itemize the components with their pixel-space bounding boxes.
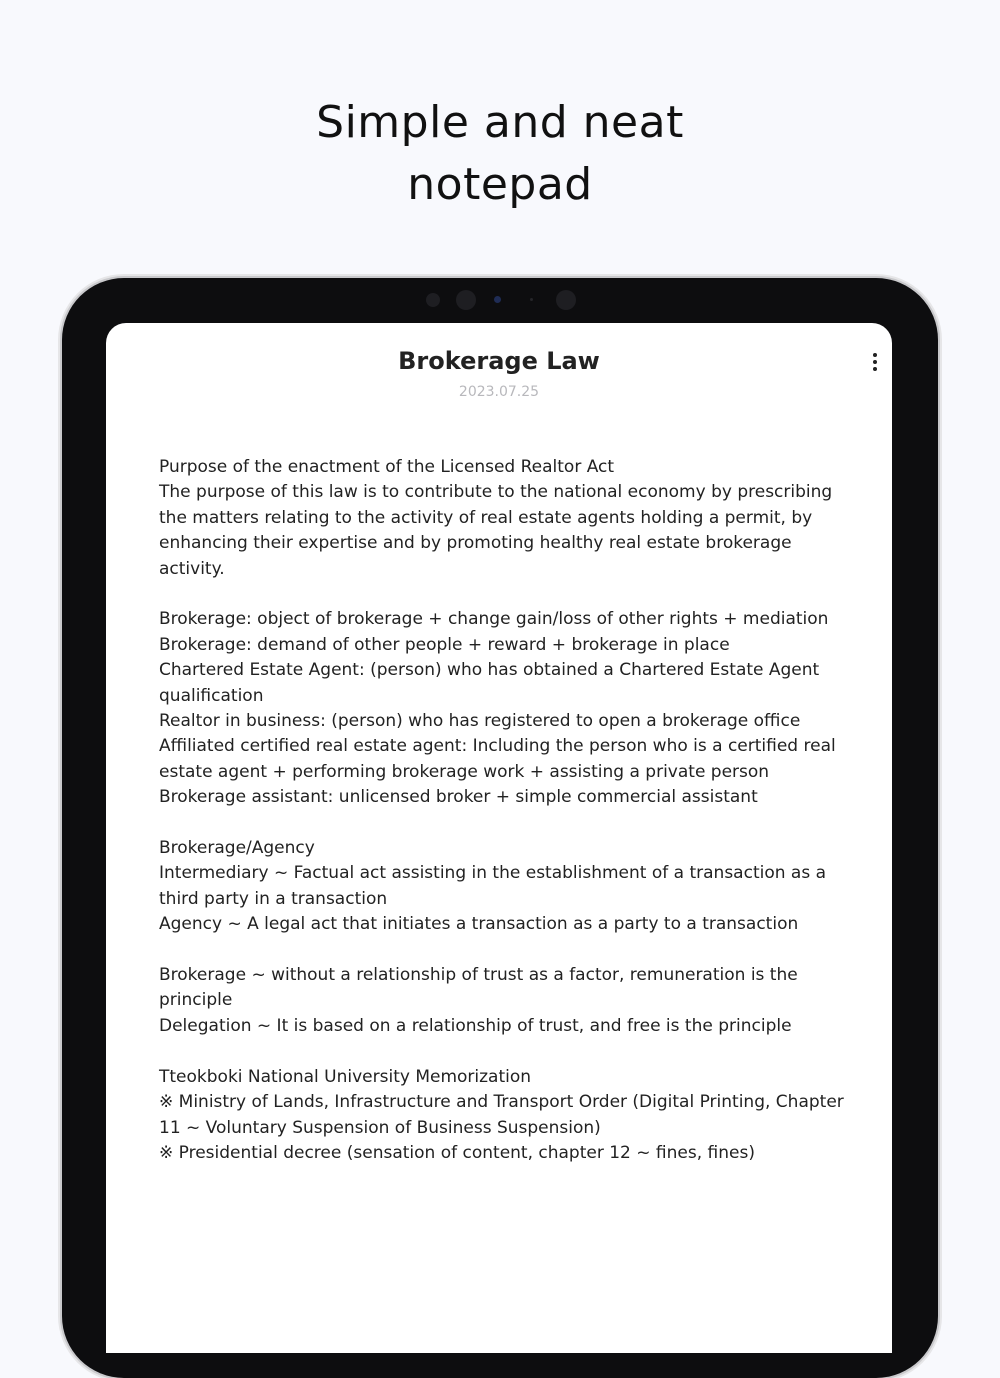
note-line: Brokerage: demand of other people + reward + brokerage in place (159, 634, 730, 655)
sensor-icon (426, 293, 440, 307)
promo-headline-line-1: Simple and neat (316, 97, 684, 148)
note-line: ※ Presidential decree (sensation of content, chapter 12 ~ fines, fines) (159, 1142, 755, 1163)
sensor-dot-icon (530, 298, 533, 301)
more-vertical-icon (873, 367, 877, 371)
note-line: Chartered Estate Agent: (person) who has obtained a Chartered Estate Agent qualification (159, 660, 820, 706)
note-title[interactable]: Brokerage Law (398, 347, 600, 375)
promo-headline-line-2: notepad (407, 159, 593, 210)
promo-headline (0, 92, 1000, 216)
note-line: Brokerage/Agency (159, 838, 315, 859)
note-line: Delegation ~ It is based on a relationship of trust, and free is the principle (159, 1015, 792, 1036)
note-line: Brokerage: object of brokerage + change gain/loss of other rights + mediation (159, 609, 829, 630)
more-vertical-icon (873, 353, 877, 357)
note-screen (106, 323, 892, 1353)
note-line: Agency ~ A legal act that initiates a transaction as a party to a transaction (159, 914, 799, 935)
note-body-editor[interactable] (159, 455, 859, 1166)
note-line: Brokerage ~ without a relationship of trust as a factor, remuneration is the principle (159, 965, 798, 1011)
note-line: Brokerage assistant: unlicensed broker + simple commercial assistant (159, 787, 758, 808)
note-date: 2023.07.25 (458, 384, 540, 400)
more-options-button[interactable] (864, 349, 886, 375)
sensor-icon (556, 290, 576, 310)
camera-icon (494, 296, 501, 303)
note-line: Tteokboki National University Memorization (159, 1066, 532, 1087)
sensor-icon (456, 290, 476, 310)
note-line: Intermediary ~ Factual act assisting in the establishment of a transaction as a third party in a transaction (159, 863, 827, 909)
note-line: The purpose of this law is to contribute to the national economy by prescribing the matters relating to the activity of real estate agents holding a permit, by enhancing their expertise and by promoting healthy real estate brokerage activity. (159, 482, 833, 579)
note-line: ※ Ministry of Lands, Infrastructure and Transport Order (Digital Printing, Chapter 11 ~ Voluntary Suspension of Business Suspension) (159, 1092, 844, 1138)
note-line: Purpose of the enactment of the Licensed Realtor Act (159, 457, 615, 477)
note-line: Realtor in business: (person) who has registered to open a brokerage office (159, 711, 801, 732)
note-line: Affiliated certified real estate agent: Including the person who is a certified real estate agent + performing brokerage work + assisting a private person (159, 736, 836, 782)
more-vertical-icon (873, 360, 877, 364)
